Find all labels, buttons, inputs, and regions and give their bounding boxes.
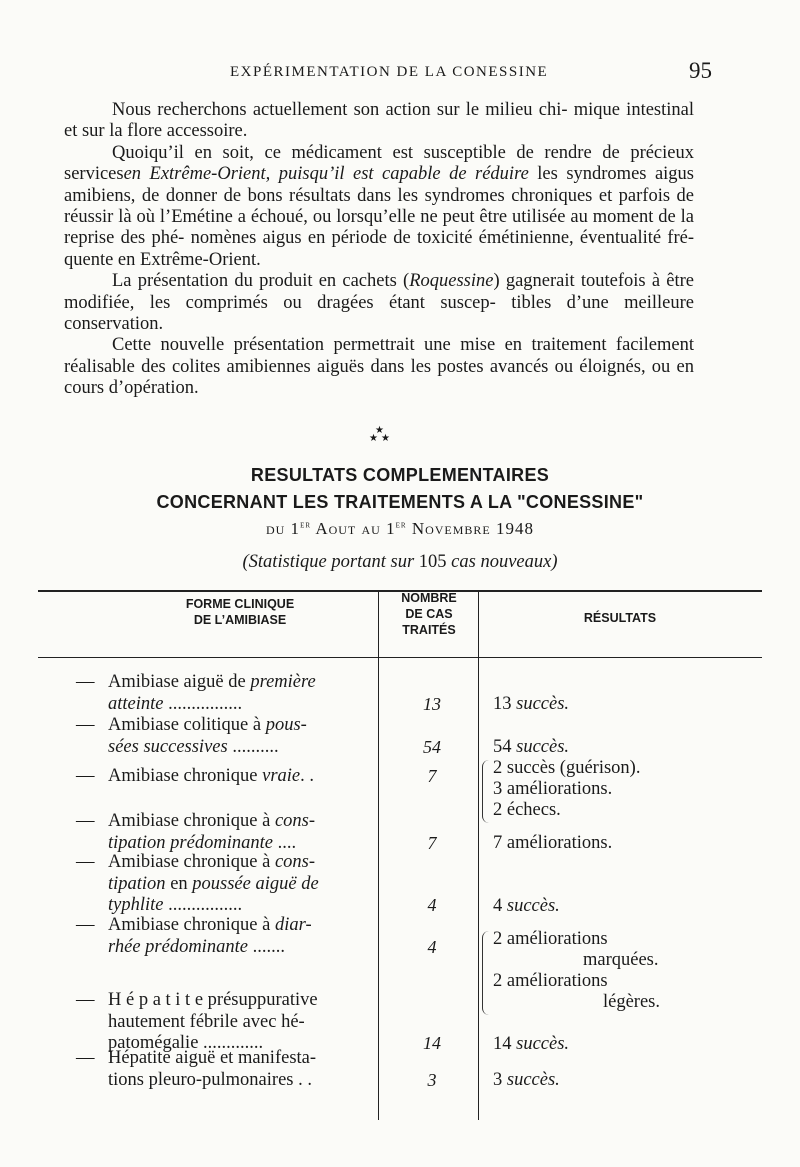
clinical-form-line: Amibiase colitique à pous- xyxy=(108,715,307,735)
p1-line-2: mique intestinal et sur la flore accessoire. xyxy=(64,100,695,142)
row-dash: — xyxy=(76,852,95,872)
p4-line-2: facilement réalisable des colites amibiennes aiguës dans les postes xyxy=(64,335,694,377)
stat-text: cas nouveaux) xyxy=(446,552,558,572)
result-line: 3 améliorations. xyxy=(493,779,613,799)
case-count: 4 xyxy=(427,936,437,957)
clinical-form-line: typhlite ................ xyxy=(108,895,243,915)
result-line: 7 améliorations. xyxy=(493,832,613,853)
p4-line-3: avancés ou éloignés, ou en cours d’opération. xyxy=(64,356,694,399)
result-line: légères. xyxy=(603,991,661,1012)
dates-part: Novembre 1948 xyxy=(406,519,535,538)
clinical-form-line: H é p a t i t e présuppurative xyxy=(108,990,318,1010)
row-dash: — xyxy=(76,715,95,735)
clinical-form-line: hautement fébrile avec hé- xyxy=(108,1011,305,1032)
result-line: 2 améliorations xyxy=(493,928,608,949)
result-line: 13 succès. xyxy=(493,693,570,714)
paragraph-line: les syndromes aigus amibiens, de donner de bons résultats dans les xyxy=(64,164,695,206)
paragraph-line: tibles d’une meilleure conservation. xyxy=(64,292,694,335)
col-header-line: TRAITÉS xyxy=(402,623,456,637)
clinical-form-line: rhée prédominante ....... xyxy=(108,936,285,957)
result-brace xyxy=(482,931,489,1015)
result-line: 14 succès. xyxy=(493,1034,570,1054)
col-header-line: NOMBRE xyxy=(401,591,457,605)
col-header-resultats: RÉSULTATS xyxy=(583,611,657,625)
result-line: 54 succès. xyxy=(493,736,570,757)
star-icon: ★ xyxy=(375,425,384,436)
star-icon: ★ xyxy=(381,433,390,444)
result-brace xyxy=(482,760,489,823)
col-header-line: DE CAS xyxy=(405,607,453,621)
section-subtitle: CONCERNANT LES TRAITEMENTS A LA "CONESSINE" xyxy=(156,492,644,512)
result-line: 2 succès (guérison). xyxy=(493,758,641,778)
p1-line-1: Nous recherchons actuellement son action sur le milieu chi- xyxy=(112,100,568,120)
page-number: 95 xyxy=(689,58,712,83)
result-line: marquées. xyxy=(583,949,659,970)
clinical-form-line: atteinte ................ xyxy=(108,693,243,714)
row-dash: — xyxy=(76,672,95,692)
clinical-form-line: patomégalie ............. xyxy=(108,1033,264,1053)
clinical-form-line: Amibiase chronique à cons- xyxy=(108,811,316,831)
stat-count: 105 xyxy=(418,552,447,572)
result-line: 4 succès. xyxy=(493,896,560,916)
star-icon: ★ xyxy=(369,433,378,444)
row-dash: — xyxy=(76,915,95,935)
col-header-line: DE L’AMIBIASE xyxy=(193,613,287,627)
case-count: 3 xyxy=(427,1069,437,1090)
result-line: 3 succès. xyxy=(493,1069,560,1090)
case-count: 7 xyxy=(427,766,437,786)
result-line: 2 améliorations xyxy=(493,970,608,991)
result-line: 2 échecs. xyxy=(493,800,561,820)
clinical-form-line: Amibiase chronique vraie. . xyxy=(108,766,315,786)
case-count: 13 xyxy=(423,693,441,714)
paragraph-line: toutefois à être modifiée, les comprimés ou dragées étant suscep- xyxy=(64,271,694,313)
paragraph-line: quente en Extrême-Orient. xyxy=(64,249,261,270)
dates-part: Aout au 1 xyxy=(311,519,396,538)
row-dash: — xyxy=(76,1048,95,1068)
dates-part: du 1 xyxy=(265,519,301,538)
paragraph-line: La présentation du produit en cachets (Roquessine) gagnerait xyxy=(112,271,575,292)
row-dash: — xyxy=(76,766,95,786)
stat-text: (Statistique portant sur xyxy=(242,552,419,572)
dates-sup: er xyxy=(395,519,407,531)
case-count: 54 xyxy=(423,736,441,757)
clinical-form-line: Amibiase aiguë de première xyxy=(108,672,316,692)
dates-sup: er xyxy=(300,519,312,531)
clinical-form-line: Amibiase chronique à cons- xyxy=(108,852,316,872)
case-count: 4 xyxy=(427,895,437,915)
row-dash: — xyxy=(76,990,95,1010)
clinical-form-line: Hépatite aiguë et manifesta- xyxy=(108,1048,317,1068)
p4-line-1: Cette nouvelle présentation permettrait une mise en traitement xyxy=(112,335,607,356)
paragraph-line: précieux servicesen Extrême-Orient, puisqu’il est capable de réduire xyxy=(64,142,694,185)
running-head-title: EXPÉRIMENTATION DE LA CONESSINE xyxy=(230,64,549,80)
col-header-line: FORME CLINIQUE xyxy=(185,597,295,611)
case-count: 14 xyxy=(423,1033,441,1053)
clinical-form-line: tipation prédominante .... xyxy=(108,832,297,853)
clinical-form-line: sées successives .......... xyxy=(108,736,279,757)
clinical-form-line: tions pleuro-pulmonaires . . xyxy=(108,1069,312,1090)
paragraph-line: ou lorsqu’elle ne peut être utilisée au moment de la reprise des phé- xyxy=(64,207,695,249)
row-dash: — xyxy=(76,811,95,831)
paragraph-line: syndromes chroniques et parfois de réussir là où l’Emétine a échoué, xyxy=(64,185,694,228)
section-title: RESULTATS COMPLEMENTAIRES xyxy=(250,465,550,485)
clinical-form-line: Amibiase chronique à diar- xyxy=(108,915,312,935)
clinical-form-line: tipation en poussée aiguë de xyxy=(108,873,319,894)
paragraph-line: nomènes aigus en période de toxicité émétinienne, éventualité fré- xyxy=(190,228,694,249)
paragraph-line: Quoiqu’il en soit, ce médicament est susceptible de rendre de xyxy=(112,142,620,163)
case-count: 7 xyxy=(427,832,437,853)
